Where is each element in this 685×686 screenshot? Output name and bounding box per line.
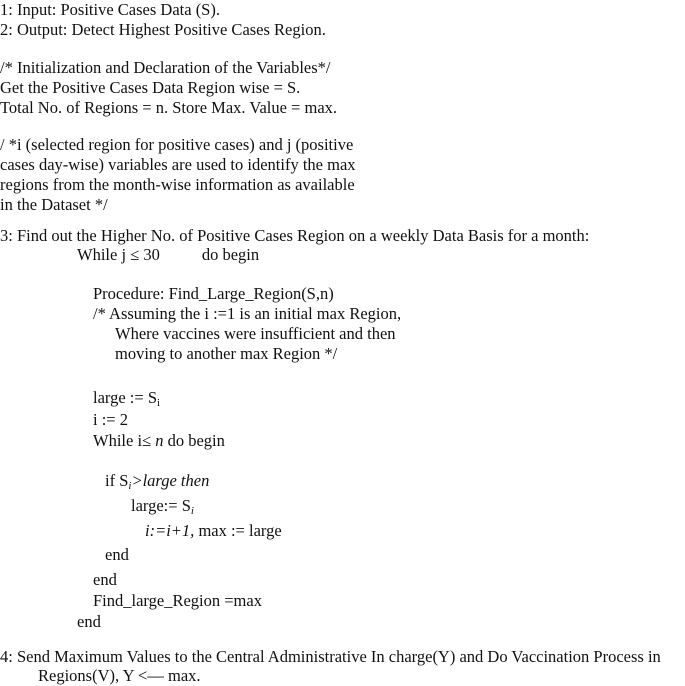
input-line: 1: Input: Positive Cases Data (S). bbox=[0, 0, 220, 19]
step4-line: 4: Send Maximum Values to the Central Administrative In charge(Y) and Do Vaccination Process in bbox=[0, 647, 661, 666]
large-assign-line bbox=[93, 388, 160, 408]
i-assign-line: i := 2 bbox=[93, 410, 128, 429]
large-assign-text: large := S bbox=[93, 388, 157, 407]
ij-comment-line: cases day-wise) variables are used to identify the max bbox=[0, 155, 356, 174]
increment-line bbox=[145, 521, 282, 541]
increment-text: i:=i+1, bbox=[145, 521, 195, 540]
large-reassign-line bbox=[131, 496, 194, 516]
ij-comment-line: / *i (selected region for positive cases) and j (positive bbox=[0, 135, 354, 154]
ij-comment-line: regions from the month-wise information as available bbox=[0, 175, 355, 194]
end-outer: end bbox=[77, 612, 101, 631]
procedure-line: Procedure: Find_Large_Region(S,n) bbox=[93, 284, 334, 303]
end-if: end bbox=[105, 545, 129, 564]
ij-comment-line: in the Dataset */ bbox=[0, 195, 108, 214]
subscript-i: i bbox=[190, 505, 194, 517]
n-variable: n bbox=[155, 431, 164, 450]
end-while: end bbox=[93, 570, 117, 589]
while-i-line bbox=[93, 431, 225, 451]
while-j-condition: While j ≤ 30 bbox=[77, 245, 160, 264]
step3-line: 3: Find out the Higher No. of Positive Cases Region on a weekly Data Basis for a month: bbox=[0, 226, 590, 245]
while-j-line bbox=[77, 245, 259, 265]
large-reassign-text: large:= S bbox=[131, 496, 191, 515]
while-i-keyword: While i bbox=[93, 431, 143, 450]
if-line bbox=[105, 471, 209, 491]
if-keyword: if S bbox=[105, 471, 129, 490]
if-condition: >large then bbox=[131, 471, 210, 490]
max-assign-text: max := large bbox=[198, 521, 282, 540]
leq-operator: ≤ bbox=[142, 431, 152, 450]
subscript-i: i bbox=[157, 397, 161, 409]
return-line: Find_large_Region =max bbox=[93, 591, 262, 610]
totals-line: Total No. of Regions = n. Store Max. Value = max. bbox=[0, 98, 338, 117]
init-comment: /* Initialization and Declaration of the Variables*/ bbox=[0, 58, 331, 77]
do-begin-keyword: do begin bbox=[167, 431, 225, 450]
step4-line-continued: Regions(V), Y <— max. bbox=[38, 666, 201, 685]
assume-comment-line: Where vaccines were insufficient and then bbox=[115, 324, 396, 343]
subscript-i: i bbox=[128, 480, 132, 492]
do-begin-keyword: do begin bbox=[201, 245, 260, 264]
assume-comment-line: /* Assuming the i :=1 is an initial max Region, bbox=[93, 304, 402, 323]
output-line: 2: Output: Detect Highest Positive Cases Region. bbox=[0, 20, 326, 39]
get-data-line: Get the Positive Cases Data Region wise = S. bbox=[0, 78, 301, 97]
assume-comment-line: moving to another max Region */ bbox=[115, 344, 338, 363]
